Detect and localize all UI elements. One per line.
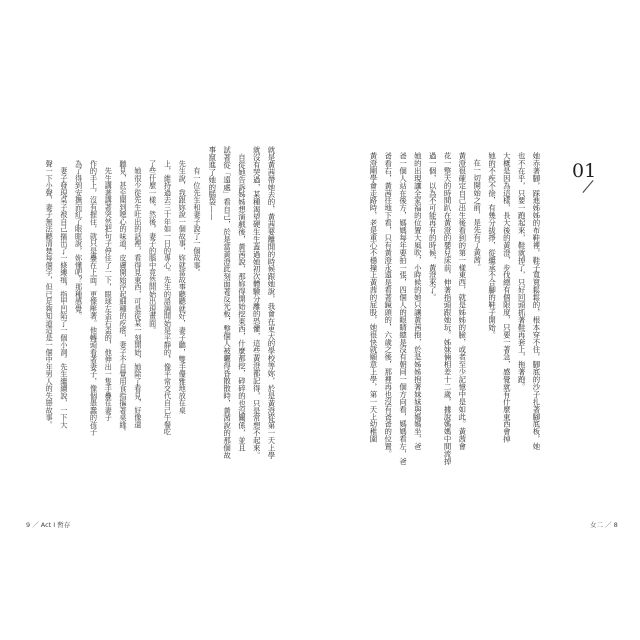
page-footer-right: 女二 ／ 8 (590, 521, 618, 529)
story-column: 先生講著講著突然把句子停住了一下，眼球左盃右盃的，他伸出一隻手疊在妻子 (104, 160, 114, 421)
text-column: 她的出現讓全家福的位置大風吹，小時候的她只讓黃茜抱，於是姊姊抱著妹妹與媽媽坐，爸 (413, 152, 423, 450)
text-column: 就沒有哭過，某種渴望硬生生蓋過她初次體驗分離的恐懼，這些黃澄都記得，只是常想不起來。 (252, 146, 262, 459)
text-column: 事竄進了她的腦袋—— (207, 146, 217, 221)
story-column: 作的手上，沒有握住，就只是疊在上面，更像壓著。他轉頭看著妻子，像個愚蠢的孩子 (89, 160, 99, 436)
story-column: 上，維持過去三十年如一日的專心。先生的語調開始是平靜的，像平常交代自己午餐吃 (163, 160, 173, 436)
chapter-number: 01 (572, 160, 597, 182)
left-page-body (38, 146, 275, 460)
story-column: 聲一下小聲，妻子無法聽清楚每個字，但已足夠知道這是一個中年男人的失戀故事。 (45, 160, 55, 429)
right-page-body (362, 152, 541, 465)
text-column: 黃澄剛學會走路時，老是重心不穩撞上黃茜的屁股，她很快就願意上學，第一天上幼稚園 (368, 152, 378, 443)
text-column: 就是黃茜帶她去的，黃茜要離開的時候跟她說，我會在更大的學校等妳，於是黃澄從第一天上學 (267, 146, 276, 459)
page-footer-left: 9 ／ Act I 暫存 (26, 521, 71, 529)
story-column: 聽見，甚至聞到噁心的味道，皮膚開始浮起細種的疙瘩，妻子不自覺用食指摳著桌緣。 (119, 160, 129, 436)
text-column: 她的不疾不徐，有幾分拔掙，從繼承不合腳的鞋子開始。 (487, 152, 497, 339)
story-column: 為了得到安撫而紅了眼眶說，妳懂吧？那種感覺。 (74, 160, 84, 320)
story-column: 先生說，我跟妳說一個故事，妳就當故事聽聽就好，妻子聽，雙手優雅地放在桌 (178, 160, 188, 414)
story-column: 有一位先生和妻子說了一個故事。 (193, 160, 203, 276)
text-column: 大概是因為這樣，長大後的黃澄，步伐總有個限度，只要一著急，感覺就有什麼東西會掉 (502, 152, 512, 443)
text-column: 在一切開始之前，是先有了黃茜。 (472, 159, 482, 271)
text-column: 花一整天的時間趴在黃澄的嬰兒床前，伸著指頭跟她玩。姊妹倆相差十二歲，據說媽媽中間流掉 (443, 152, 453, 465)
text-column: 爸看右，黃茜往地下看，只有黃澄永遠是看著鏡頭的，六歲之後，那裡再也沒有爸爸的位置。 (383, 152, 393, 458)
story-column: 她很少從先生吐出的話裡，看得見東西，可是從某一刻開始，她除了看見，好像還 (133, 160, 143, 429)
story-column: 妻子發現桌子被自己摳出了一條縷痕，指甲凹陷了一個小洞。先生繼續說，一下大 (59, 160, 69, 429)
text-column: 她赤著腳，踩進姊姊的布鞋裡，鞋子寬寬鬆鬆的，根本穿不住，腳底的沙子扎著腳底板，她 (532, 152, 541, 450)
story-column: 了些什麼一樣，然後，妻子的腦中竟然開始出現畫面。 (148, 160, 158, 334)
text-column: 也不在乎，只要一跑起來，鞋就掉了，只好回頭抓著鞋再套上，拖著跑。 (517, 152, 527, 391)
text-column: 試著從「遠處」看自己，於是當黃澄此刻面著反光板，整個人被曬得昏散散時，黃茜說的那個故 (222, 146, 232, 459)
text-column: 自從她告訴姊姊想演戲後，黃茜說，那妳得開始挖東西，什麼都挖，碎碎的也沒關係，並且 (237, 146, 247, 452)
text-column: 爸一個人站在後方，媽媽每年要拍一張，四個人的眼睛總是沒有朝同一個方向看，媽媽看左，爸 (398, 152, 408, 465)
text-column: 黃澄很確定自己出生後看到的第一樣東西，就是姊姊的臉，或者至少記憶中是如此。黃茜會 (457, 152, 467, 450)
text-column: 過一個，以為不可能再有的時候，黃澄來了。 (428, 152, 438, 301)
